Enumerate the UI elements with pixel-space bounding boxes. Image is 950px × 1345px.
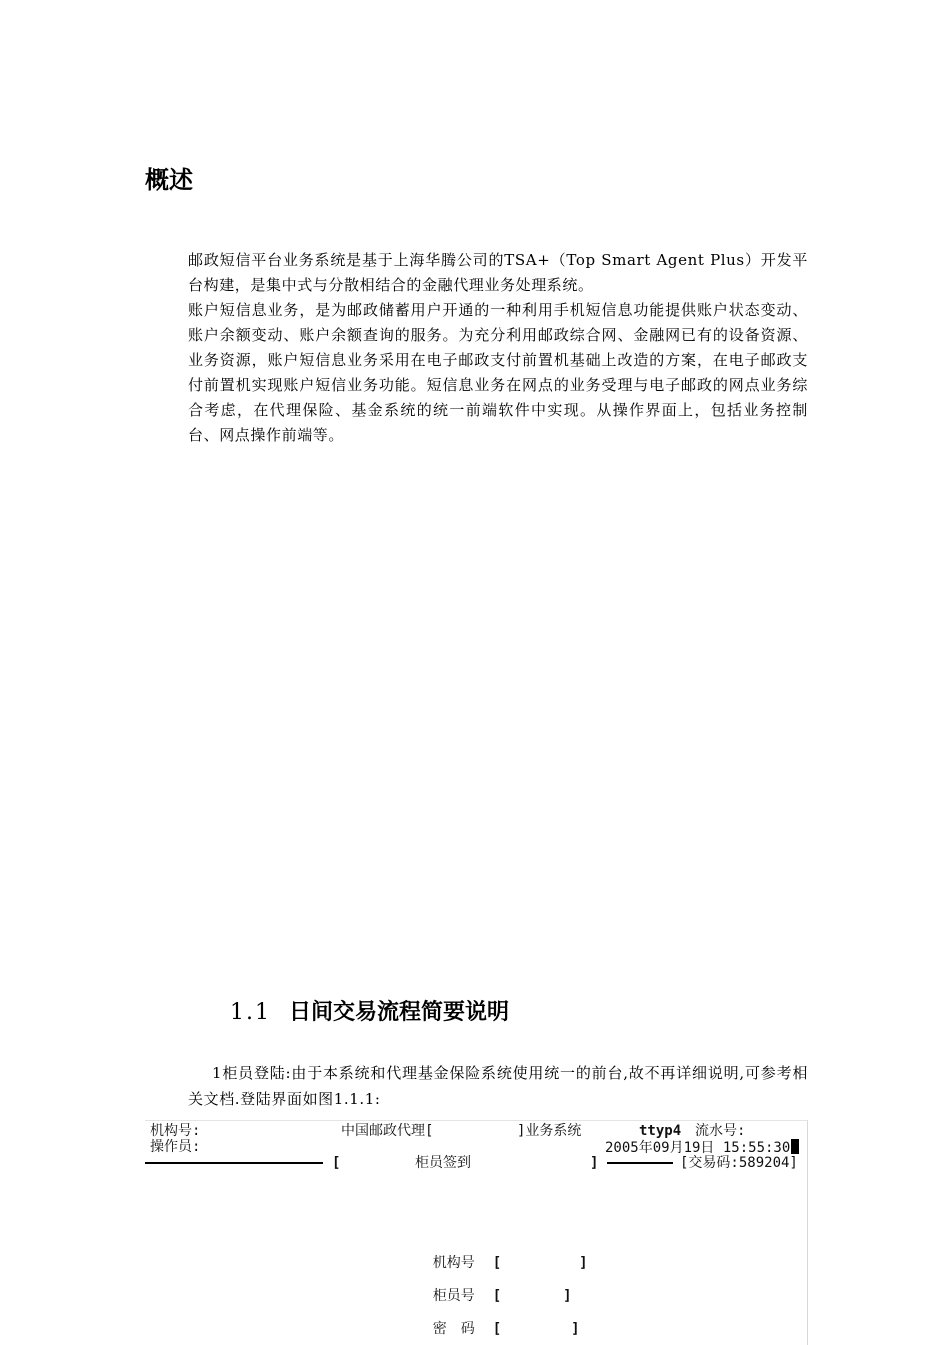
org-number-open: [ [492,1255,502,1271]
terminal-cursor [791,1139,799,1154]
tty-name: ttyp4 [639,1123,682,1139]
datetime-value: 2005年09月19日 15:55:30 [605,1140,791,1156]
intro-section [188,248,808,448]
teller-number-close: ] [563,1288,572,1304]
org-number-label: 机构号 [432,1255,475,1271]
datetime-display [605,1139,799,1156]
system-title-prefix: 中国邮政代理[ [341,1123,434,1139]
terminal-login-screen [145,1120,808,1345]
password-close: ] [571,1321,580,1337]
system-title-suffix: ]业务系统 [517,1123,582,1139]
password-open: [ [492,1321,502,1337]
screen-title-close-bracket: ] [590,1155,599,1171]
serial-label: 流水号: [695,1123,746,1139]
trans-code: [交易码:589204] [680,1155,798,1171]
header-rule-right [607,1162,673,1164]
section-heading [230,996,509,1029]
org-number-close: ] [579,1255,588,1271]
operator-label: 操作员: [150,1139,201,1155]
section-title: 日间交易流程简要说明 [289,1000,510,1025]
section-number: 1.1 [230,1000,271,1025]
org-label: 机构号: [150,1123,201,1139]
intro-paragraph-1: 邮政短信平台业务系统是基于上海华腾公司的TSA+（Top Smart Agent Plus）开发平台构建，是集中式与分散相结合的金融代理业务处理系统。 [188,251,808,294]
password-field[interactable] [399,1305,580,1345]
screen-title: 柜员签到 [415,1155,471,1171]
teller-number-label: 柜员号 [432,1288,475,1304]
section-body: 1柜员登陆:由于本系统和代理基金保险系统使用统一的前台,故不再详细说明,可参考相关文档.登陆界面如图1.1.1: [188,1064,808,1108]
heading-overview: 概述 [145,166,193,194]
password-label: 密 码 [432,1321,475,1337]
teller-number-open: [ [492,1288,502,1304]
intro-paragraph-2: 账户短信息业务，是为邮政储蓄用户开通的一种利用手机短信息功能提供账户状态变动、账户余额变动、账户余额查询的服务。为充分利用邮政综合网、金融网已有的设备资源、业务资源，账户短信息业务采用在电子邮政支付前置机基础上改造的方案，在电子邮政支付前置机实现账户短信业务功能。短信息业务在网点的业务受理与电子邮政的网点业务综合考虑，在代理保险、基金系统的统一前端软件中实现。从操作界面上，包括业务控制台、网点操作前端等。 [188,301,808,444]
header-rule-left [145,1162,323,1164]
screen-title-open-bracket: [ [332,1155,341,1171]
